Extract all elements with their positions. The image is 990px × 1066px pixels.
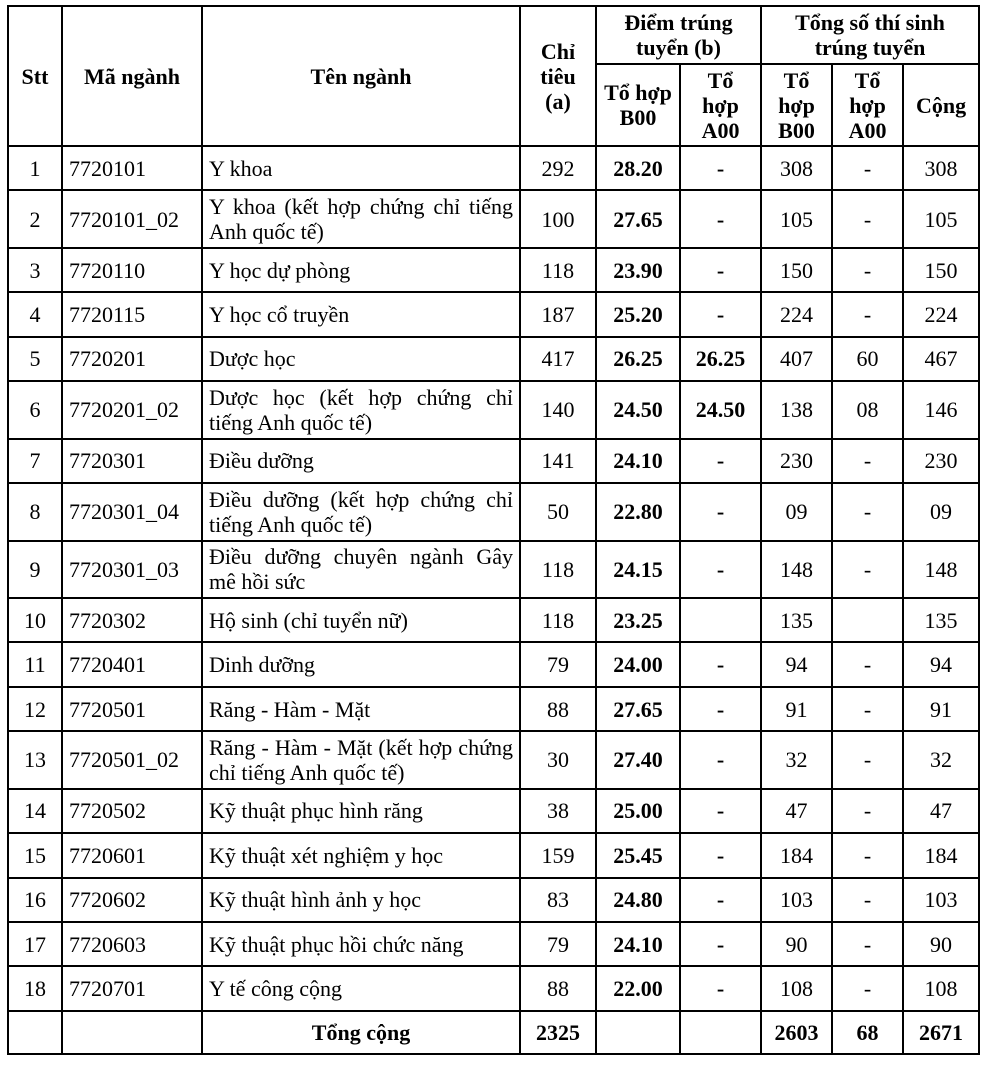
admitted-total-cell: 32 — [903, 731, 979, 788]
admitted-a00-cell: - — [832, 190, 903, 247]
table-row — [8, 966, 979, 1011]
score-a00-cell: - — [680, 190, 761, 247]
score-b00-cell: 24.10 — [596, 439, 680, 483]
admitted-a00-cell: - — [832, 248, 903, 292]
header-score-group: Điểm trúng tuyển (b) — [596, 6, 761, 64]
quota-cell: 79 — [520, 922, 596, 966]
score-b00-cell: 23.25 — [596, 598, 680, 642]
admission-table — [7, 5, 980, 1055]
score-a00-cell — [680, 598, 761, 642]
header-name: Tên ngành — [202, 6, 520, 146]
name-cell: Hộ sinh (chỉ tuyển nữ) — [202, 598, 520, 642]
admitted-total-cell: 90 — [903, 922, 979, 966]
score-b00-cell: 28.20 — [596, 146, 680, 190]
admitted-b00-cell: 09 — [761, 483, 832, 540]
quota-cell: 83 — [520, 878, 596, 922]
total-row — [8, 1011, 979, 1054]
stt-cell: 3 — [8, 248, 62, 292]
total-quota: 2325 — [520, 1011, 596, 1054]
quota-cell: 292 — [520, 146, 596, 190]
name-cell: Dược học (kết hợp chứng chỉ tiếng Anh quốc tế) — [202, 381, 520, 438]
admitted-b00-cell: 91 — [761, 687, 832, 731]
admitted-a00-cell: 08 — [832, 381, 903, 438]
code-cell: 7720201_02 — [62, 381, 202, 438]
code-cell: 7720501_02 — [62, 731, 202, 788]
admitted-a00-cell: - — [832, 922, 903, 966]
header-admitted-a00: Tổ hợp A00 — [832, 64, 903, 146]
admitted-a00-cell — [832, 598, 903, 642]
admitted-total-cell: 467 — [903, 337, 979, 381]
score-b00-cell: 24.80 — [596, 878, 680, 922]
admitted-b00-cell: 224 — [761, 292, 832, 336]
admitted-b00-cell: 150 — [761, 248, 832, 292]
admitted-b00-cell: 47 — [761, 789, 832, 833]
admitted-b00-cell: 184 — [761, 833, 832, 877]
table-row — [8, 248, 979, 292]
name-cell: Kỹ thuật phục hồi chức năng — [202, 922, 520, 966]
header-row-1 — [8, 6, 979, 64]
admitted-a00-cell: - — [832, 789, 903, 833]
quota-cell: 118 — [520, 248, 596, 292]
stt-cell: 6 — [8, 381, 62, 438]
quota-cell: 118 — [520, 541, 596, 598]
table-row — [8, 687, 979, 731]
name-cell: Răng - Hàm - Mặt (kết hợp chứng chỉ tiếng Anh quốc tế) — [202, 731, 520, 788]
table-row — [8, 483, 979, 540]
name-cell: Điều dưỡng (kết hợp chứng chỉ tiếng Anh quốc tế) — [202, 483, 520, 540]
quota-cell: 30 — [520, 731, 596, 788]
admitted-b00-cell: 32 — [761, 731, 832, 788]
total-score-b00 — [596, 1011, 680, 1054]
table-row — [8, 789, 979, 833]
table-row — [8, 439, 979, 483]
table-row — [8, 922, 979, 966]
admitted-a00-cell: - — [832, 642, 903, 686]
admitted-a00-cell: - — [832, 146, 903, 190]
admitted-b00-cell: 407 — [761, 337, 832, 381]
name-cell: Y học cổ truyền — [202, 292, 520, 336]
code-cell: 7720302 — [62, 598, 202, 642]
code-cell: 7720201 — [62, 337, 202, 381]
header-score-b00: Tổ hợp B00 — [596, 64, 680, 146]
code-cell: 7720301_04 — [62, 483, 202, 540]
table-row — [8, 381, 979, 438]
score-b00-cell: 27.40 — [596, 731, 680, 788]
score-a00-cell: - — [680, 248, 761, 292]
stt-cell: 2 — [8, 190, 62, 247]
score-b00-cell: 23.90 — [596, 248, 680, 292]
table-row — [8, 878, 979, 922]
header-admitted-total: Cộng — [903, 64, 979, 146]
score-a00-cell: 24.50 — [680, 381, 761, 438]
header-admitted-group: Tổng số thí sinh trúng tuyển — [761, 6, 979, 64]
admitted-total-cell: 108 — [903, 966, 979, 1011]
name-cell: Điều dưỡng — [202, 439, 520, 483]
name-cell: Dược học — [202, 337, 520, 381]
admitted-total-cell: 150 — [903, 248, 979, 292]
admitted-a00-cell: - — [832, 439, 903, 483]
name-cell: Kỹ thuật xét nghiệm y học — [202, 833, 520, 877]
admitted-total-cell: 105 — [903, 190, 979, 247]
table-header — [8, 6, 979, 146]
score-a00-cell: - — [680, 687, 761, 731]
stt-cell: 10 — [8, 598, 62, 642]
score-a00-cell: - — [680, 483, 761, 540]
score-b00-cell: 26.25 — [596, 337, 680, 381]
admitted-b00-cell: 103 — [761, 878, 832, 922]
code-cell: 7720502 — [62, 789, 202, 833]
table-row — [8, 642, 979, 686]
score-b00-cell: 27.65 — [596, 687, 680, 731]
score-a00-cell: - — [680, 922, 761, 966]
score-b00-cell: 24.10 — [596, 922, 680, 966]
stt-cell: 7 — [8, 439, 62, 483]
admitted-a00-cell: 60 — [832, 337, 903, 381]
admitted-a00-cell: - — [832, 731, 903, 788]
score-b00-cell: 24.15 — [596, 541, 680, 598]
quota-cell: 141 — [520, 439, 596, 483]
code-cell: 7720115 — [62, 292, 202, 336]
name-cell: Kỹ thuật phục hình răng — [202, 789, 520, 833]
admitted-total-cell: 47 — [903, 789, 979, 833]
code-cell: 7720401 — [62, 642, 202, 686]
stt-cell: 11 — [8, 642, 62, 686]
header-code: Mã ngành — [62, 6, 202, 146]
score-b00-cell: 27.65 — [596, 190, 680, 247]
name-cell: Y học dự phòng — [202, 248, 520, 292]
table-row — [8, 541, 979, 598]
stt-cell: 14 — [8, 789, 62, 833]
score-a00-cell: - — [680, 966, 761, 1011]
stt-cell: 16 — [8, 878, 62, 922]
table-row — [8, 337, 979, 381]
header-score-a00: Tổ hợp A00 — [680, 64, 761, 146]
quota-cell: 79 — [520, 642, 596, 686]
admitted-b00-cell: 108 — [761, 966, 832, 1011]
name-cell: Răng - Hàm - Mặt — [202, 687, 520, 731]
score-a00-cell: - — [680, 292, 761, 336]
total-score-a00 — [680, 1011, 761, 1054]
score-a00-cell: - — [680, 439, 761, 483]
code-cell: 7720501 — [62, 687, 202, 731]
code-cell: 7720603 — [62, 922, 202, 966]
stt-cell: 12 — [8, 687, 62, 731]
table-row — [8, 731, 979, 788]
header-admitted-b00: Tổ hợp B00 — [761, 64, 832, 146]
quota-cell: 140 — [520, 381, 596, 438]
admitted-b00-cell: 148 — [761, 541, 832, 598]
admitted-a00-cell: - — [832, 292, 903, 336]
admitted-total-cell: 184 — [903, 833, 979, 877]
admitted-total-cell: 308 — [903, 146, 979, 190]
admitted-total-cell: 91 — [903, 687, 979, 731]
table-row — [8, 146, 979, 190]
admitted-total-cell: 103 — [903, 878, 979, 922]
quota-cell: 417 — [520, 337, 596, 381]
score-b00-cell: 25.20 — [596, 292, 680, 336]
code-cell: 7720301 — [62, 439, 202, 483]
stt-cell: 15 — [8, 833, 62, 877]
quota-cell: 88 — [520, 687, 596, 731]
score-a00-cell: - — [680, 789, 761, 833]
stt-cell: 5 — [8, 337, 62, 381]
stt-cell: 1 — [8, 146, 62, 190]
header-quota: Chỉ tiêu (a) — [520, 6, 596, 146]
score-a00-cell: - — [680, 878, 761, 922]
table-row — [8, 292, 979, 336]
score-b00-cell: 22.00 — [596, 966, 680, 1011]
score-a00-cell: - — [680, 541, 761, 598]
stt-cell: 18 — [8, 966, 62, 1011]
total-code — [62, 1011, 202, 1054]
stt-cell: 9 — [8, 541, 62, 598]
name-cell: Kỹ thuật hình ảnh y học — [202, 878, 520, 922]
admitted-total-cell: 146 — [903, 381, 979, 438]
score-a00-cell: - — [680, 146, 761, 190]
total-admitted-b00: 2603 — [761, 1011, 832, 1054]
table-row — [8, 833, 979, 877]
score-b00-cell: 24.50 — [596, 381, 680, 438]
name-cell: Y khoa — [202, 146, 520, 190]
admitted-b00-cell: 230 — [761, 439, 832, 483]
admitted-b00-cell: 308 — [761, 146, 832, 190]
quota-cell: 38 — [520, 789, 596, 833]
table-row — [8, 190, 979, 247]
admitted-b00-cell: 90 — [761, 922, 832, 966]
stt-cell: 17 — [8, 922, 62, 966]
score-b00-cell: 25.45 — [596, 833, 680, 877]
name-cell: Y tế công cộng — [202, 966, 520, 1011]
admitted-total-cell: 09 — [903, 483, 979, 540]
total-label: Tổng cộng — [202, 1011, 520, 1054]
admitted-total-cell: 230 — [903, 439, 979, 483]
table-row — [8, 598, 979, 642]
name-cell: Y khoa (kết hợp chứng chỉ tiếng Anh quốc tế) — [202, 190, 520, 247]
quota-cell: 88 — [520, 966, 596, 1011]
admitted-total-cell: 135 — [903, 598, 979, 642]
score-a00-cell: - — [680, 833, 761, 877]
score-b00-cell: 22.80 — [596, 483, 680, 540]
stt-cell: 8 — [8, 483, 62, 540]
total-admitted-a00: 68 — [832, 1011, 903, 1054]
code-cell: 7720602 — [62, 878, 202, 922]
score-b00-cell: 25.00 — [596, 789, 680, 833]
admitted-a00-cell: - — [832, 687, 903, 731]
admitted-b00-cell: 105 — [761, 190, 832, 247]
admitted-a00-cell: - — [832, 878, 903, 922]
quota-cell: 159 — [520, 833, 596, 877]
stt-cell: 13 — [8, 731, 62, 788]
code-cell: 7720101_02 — [62, 190, 202, 247]
admitted-a00-cell: - — [832, 833, 903, 877]
stt-cell: 4 — [8, 292, 62, 336]
quota-cell: 100 — [520, 190, 596, 247]
name-cell: Dinh dưỡng — [202, 642, 520, 686]
admitted-b00-cell: 135 — [761, 598, 832, 642]
admitted-total-cell: 148 — [903, 541, 979, 598]
admitted-a00-cell: - — [832, 541, 903, 598]
total-stt — [8, 1011, 62, 1054]
quota-cell: 187 — [520, 292, 596, 336]
total-admitted-total: 2671 — [903, 1011, 979, 1054]
admitted-b00-cell: 138 — [761, 381, 832, 438]
code-cell: 7720701 — [62, 966, 202, 1011]
code-cell: 7720110 — [62, 248, 202, 292]
admitted-a00-cell: - — [832, 966, 903, 1011]
header-stt: Stt — [8, 6, 62, 146]
name-cell: Điều dưỡng chuyên ngành Gây mê hồi sức — [202, 541, 520, 598]
code-cell: 7720301_03 — [62, 541, 202, 598]
quota-cell: 118 — [520, 598, 596, 642]
score-a00-cell: - — [680, 642, 761, 686]
score-a00-cell: - — [680, 731, 761, 788]
admitted-total-cell: 224 — [903, 292, 979, 336]
code-cell: 7720601 — [62, 833, 202, 877]
score-b00-cell: 24.00 — [596, 642, 680, 686]
quota-cell: 50 — [520, 483, 596, 540]
admitted-b00-cell: 94 — [761, 642, 832, 686]
code-cell: 7720101 — [62, 146, 202, 190]
admitted-total-cell: 94 — [903, 642, 979, 686]
score-a00-cell: 26.25 — [680, 337, 761, 381]
admitted-a00-cell: - — [832, 483, 903, 540]
table-body — [8, 146, 979, 1011]
